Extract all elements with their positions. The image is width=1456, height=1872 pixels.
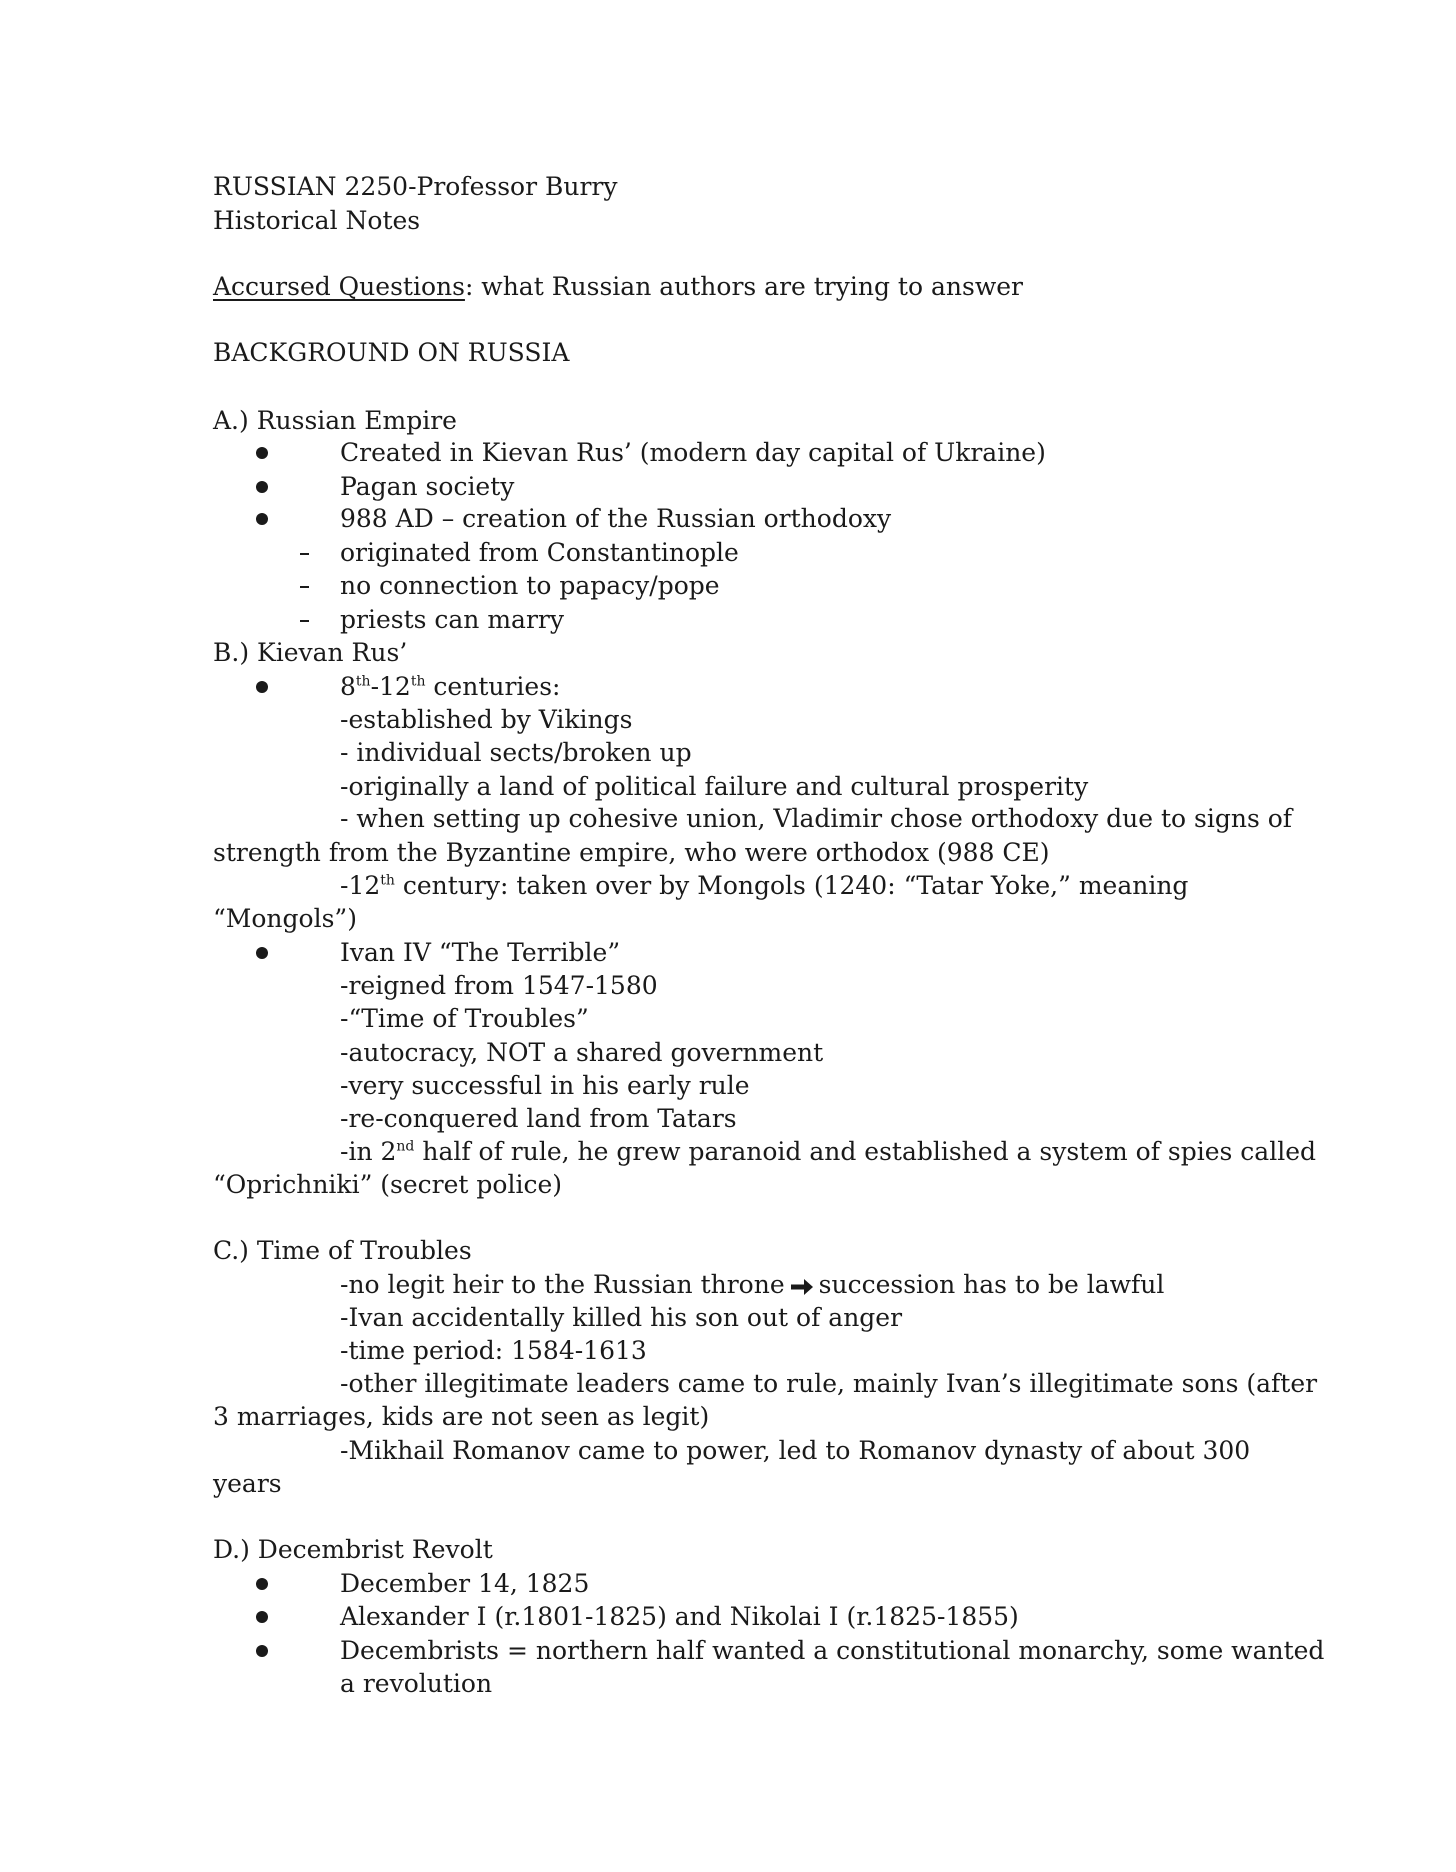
ivan-line: -re-conquered land from Tatars [340, 1104, 737, 1133]
ivan-paranoia-line-cont: “Oprichniki” (secret police) [213, 1170, 563, 1199]
bullet-icon [256, 513, 268, 525]
ivan-paranoia-line: -in 2nd half of rule, he grew paranoid and established a system of spies called [340, 1137, 1317, 1166]
bullet-icon [256, 681, 268, 693]
right-arrow-icon [789, 1277, 815, 1297]
section-c-line: -Mikhail Romanov came to power, led to Romanov dynasty of about 300 [340, 1436, 1251, 1465]
bullet-icon [256, 947, 268, 959]
section-a-bullet: Pagan society [340, 472, 515, 501]
dash-icon [300, 620, 309, 622]
background-heading: BACKGROUND ON RUSSIA [213, 338, 570, 367]
section-d-bullet: Decembrists = northern half wanted a constitutional monarchy, some wanted [340, 1636, 1325, 1665]
section-d-bullet: Alexander I (r.1801-1825) and Nikolai I (r.1825-1855) [340, 1602, 1019, 1631]
section-b-line: strength from the Byzantine empire, who were orthodox (988 CE) [213, 838, 1050, 867]
section-d-bullet-cont: a revolution [340, 1669, 493, 1698]
ivan-line: -“Time of Troubles” [340, 1004, 589, 1033]
section-a-subitem: no connection to papacy/pope [340, 571, 720, 600]
bullet-icon [256, 481, 268, 493]
section-a-subitem: originated from Constantinople [340, 538, 739, 567]
section-b-line: - individual sects/broken up [340, 738, 692, 767]
accursed-questions-term: Accursed Questions [213, 272, 465, 301]
section-c-line: 3 marriages, kids are not seen as legit) [213, 1402, 710, 1431]
section-c-heading: C.) Time of Troubles [213, 1236, 472, 1265]
bullet-icon [256, 1645, 268, 1657]
section-d-bullet: December 14, 1825 [340, 1569, 590, 1598]
accursed-questions-line [213, 270, 1023, 303]
document-subtitle: Historical Notes [213, 206, 421, 235]
bullet-icon [256, 1611, 268, 1623]
section-c-line: years [213, 1469, 282, 1498]
section-a-heading: A.) Russian Empire [213, 406, 457, 435]
accursed-questions-definition: : what Russian authors are trying to answer [464, 272, 1023, 301]
heir-line: -no legit heir to the Russian throne succession has to be lawful [340, 1270, 1165, 1299]
section-a-bullet: Created in Kievan Rus’ (modern day capital of Ukraine) [340, 438, 1046, 467]
bullet-icon [256, 447, 268, 459]
section-b-line: -established by Vikings [340, 705, 633, 734]
section-a-bullet: 988 AD – creation of the Russian orthodoxy [340, 504, 892, 533]
ivan-line: -very successful in his early rule [340, 1071, 750, 1100]
section-b-line: -originally a land of political failure and cultural prosperity [340, 772, 1089, 801]
mongols-line: -12th century: taken over by Mongols (1240: “Tatar Yoke,” meaning [340, 871, 1189, 900]
dash-icon [300, 586, 309, 588]
ivan-line: -autocracy, NOT a shared government [340, 1038, 824, 1067]
section-a-subitem: priests can marry [340, 605, 564, 634]
bullet-icon [256, 1578, 268, 1590]
section-b-heading: B.) Kievan Rus’ [213, 638, 408, 667]
ivan-line: -reigned from 1547-1580 [340, 971, 658, 1000]
section-c-line: -other illegitimate leaders came to rule, mainly Ivan’s illegitimate sons (after [340, 1369, 1318, 1398]
course-title: RUSSIAN 2250-Professor Burry [213, 172, 618, 201]
section-c-line: -time period: 1584-1613 [340, 1336, 647, 1365]
mongols-line-cont: “Mongols”) [213, 904, 357, 933]
section-b-line: - when setting up cohesive union, Vladimir chose orthodoxy due to signs of [340, 804, 1293, 833]
section-d-heading: D.) Decembrist Revolt [213, 1535, 493, 1564]
centuries-bullet: 8th-12th centuries: [340, 672, 561, 701]
section-c-line: -Ivan accidentally killed his son out of anger [340, 1303, 903, 1332]
ivan-bullet: Ivan IV “The Terrible” [340, 938, 621, 967]
dash-icon [300, 553, 309, 555]
